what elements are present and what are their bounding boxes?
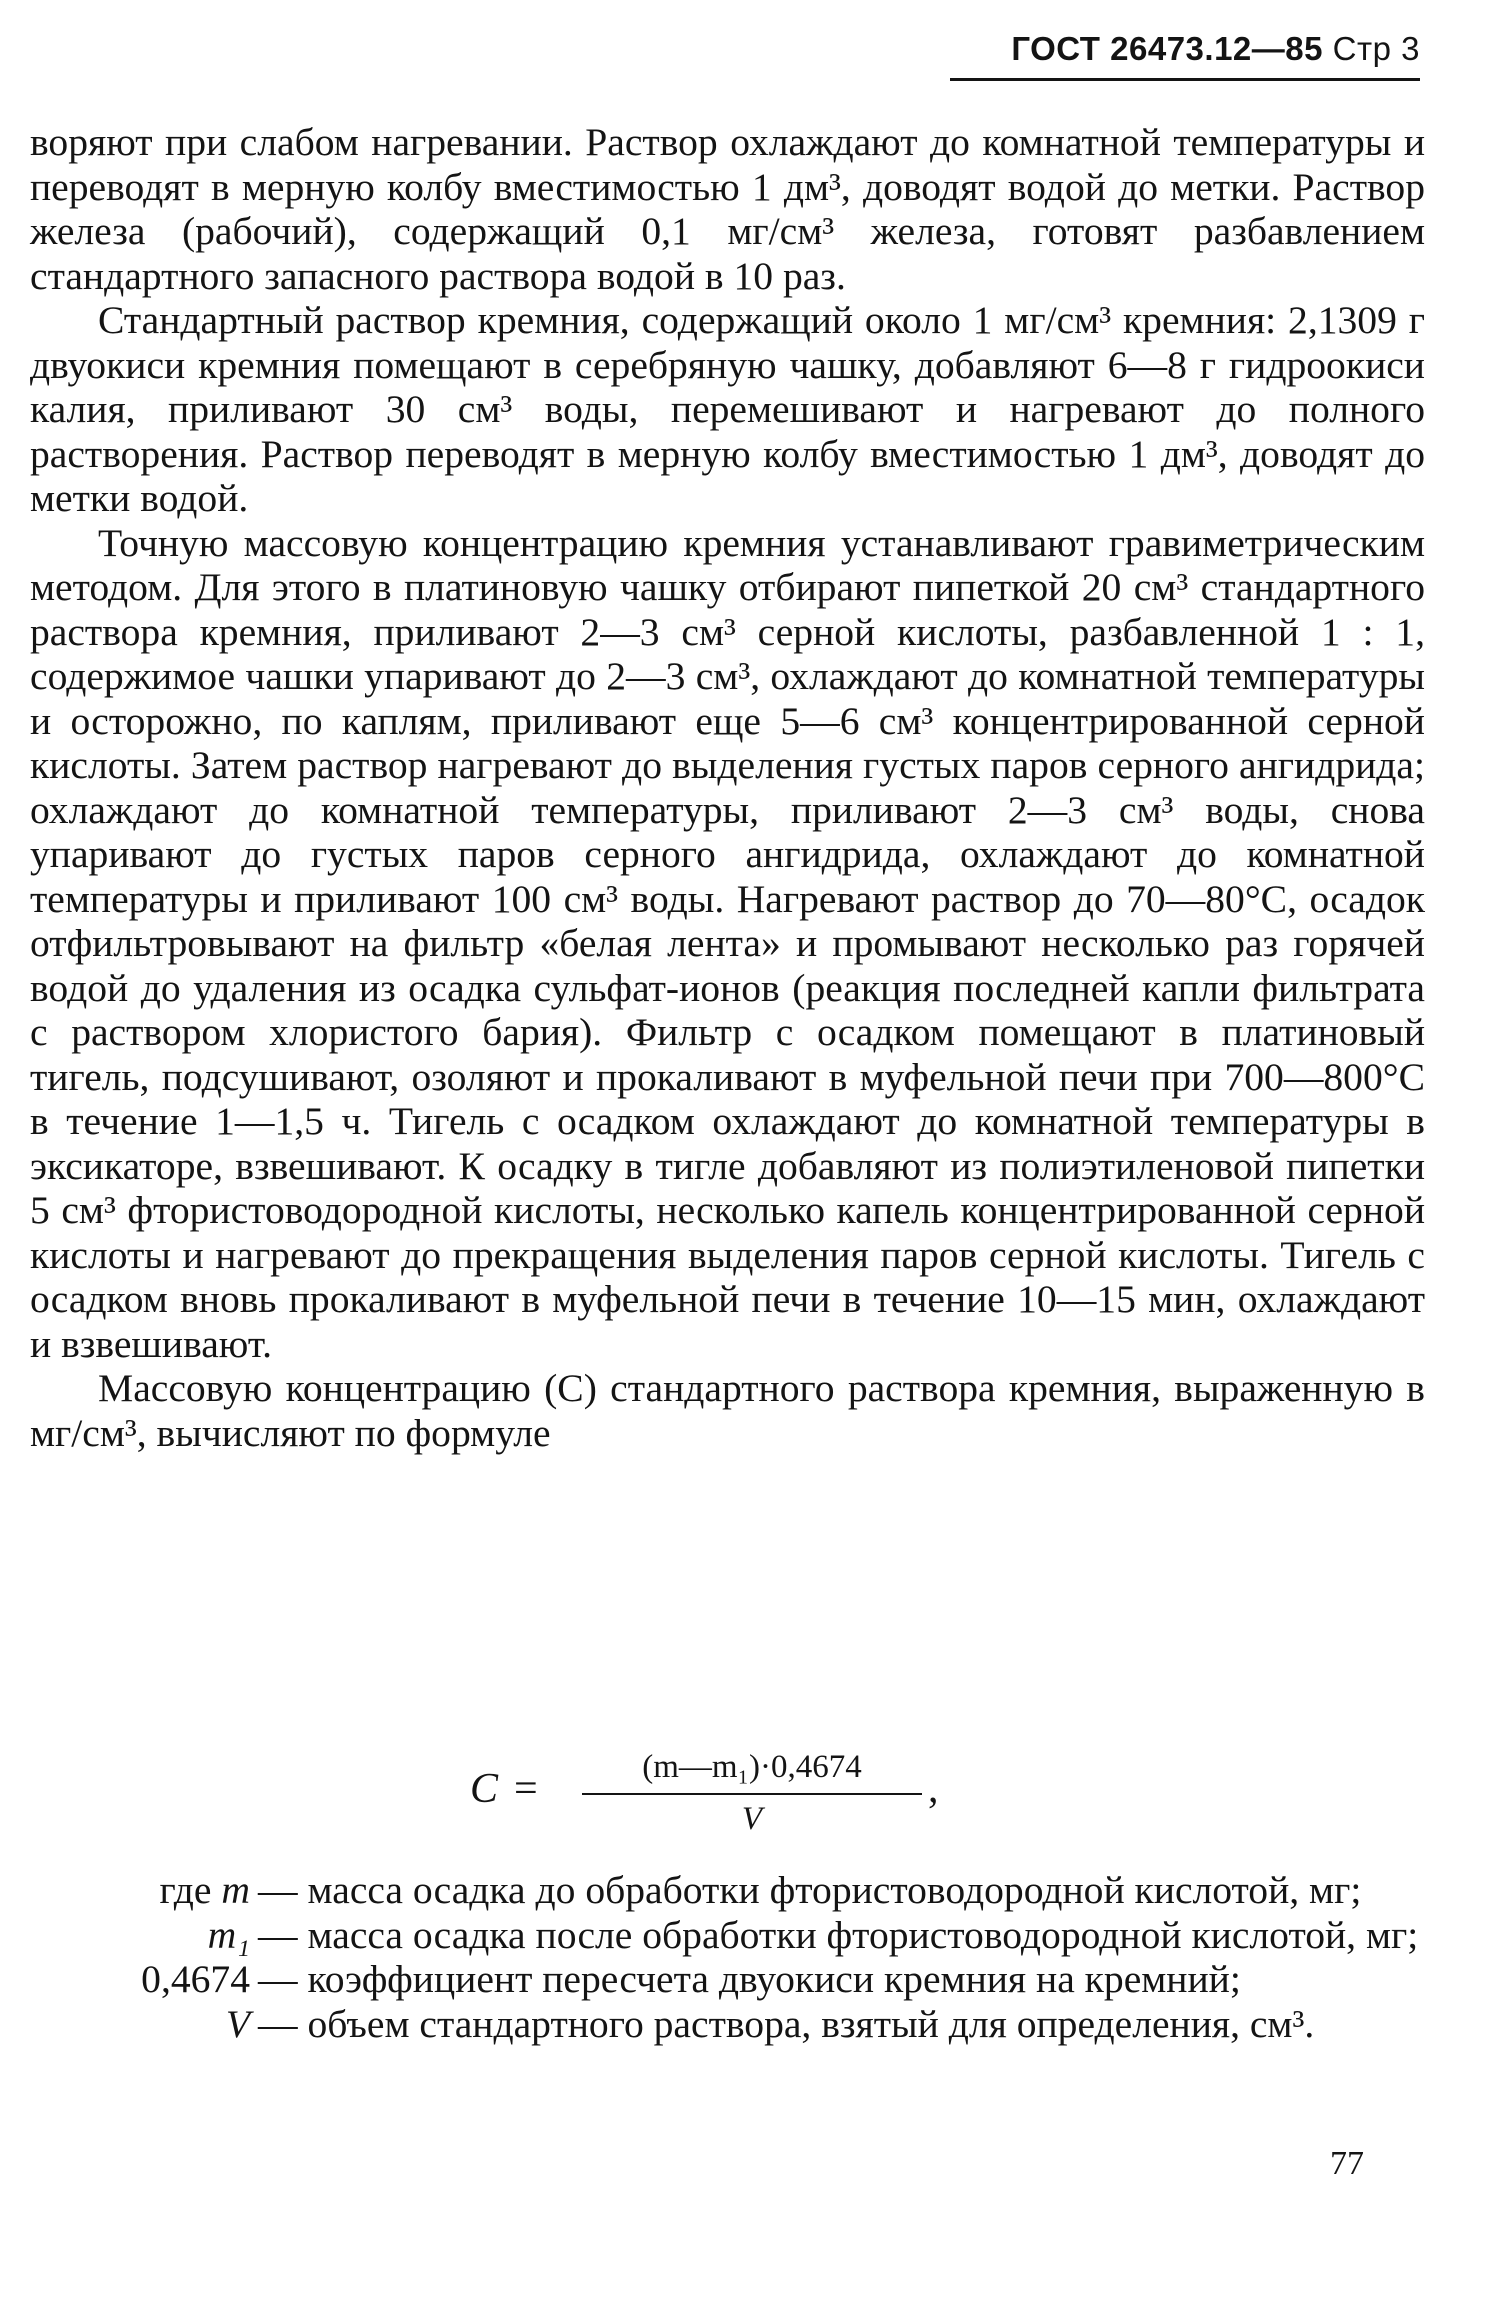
definition-row: [30, 1913, 1425, 1958]
definition-text: — объем стандартного раствора, взятый для определения, см³.: [258, 2001, 1315, 2046]
header-text: [1011, 30, 1420, 68]
variable-definitions: [30, 1868, 1425, 2046]
paragraph-formula-intro: Массовую концентрацию (С) стандартного раствора кремния, выраженную в мг/см³, вычисляют по формуле: [30, 1366, 1425, 1455]
definition-text: — коэффициент пересчета двуокиси кремния на кремний;: [258, 1957, 1241, 2001]
definition-symbol: V: [225, 2001, 250, 2046]
definition-lead: [30, 1957, 258, 2002]
header-rule: [950, 78, 1420, 81]
standard-number: ГОСТ 26473.12—85: [1011, 30, 1323, 67]
page-header: [950, 26, 1420, 86]
page-label: Стр: [1332, 30, 1392, 67]
definition-lead: [30, 2002, 258, 2047]
definition-lead: [30, 1913, 258, 1958]
formula-comma: ,: [928, 1766, 939, 1812]
definition-lead: [30, 1868, 258, 1913]
definition-symbol: m: [221, 1868, 250, 1912]
paragraph-silicon-solution: Стандартный раствор кремния, содержащий около 1 мг/см³ кремния: 2,1309 г двуокиси кремния помещают в серебряную чашку, добавляют 6—8 г гидроокиси калия, приливают 30 см³ воды, перемешивают и нагревают до полного растворения. Раствор переводят в мерную колбу вместимостью 1 дм³, доводят до метки водой.: [30, 298, 1425, 520]
concentration-formula: [470, 1749, 970, 1859]
paragraph-gravimetric-method: Точную массовую концентрацию кремния устанавливают гравиметрическим методом. Для этого в платиновую чашку отбирают пипеткой 20 см³ стандартного раствора кремния, приливают 2—3 см³ серной кислоты, разбавленной 1 : 1, содержимое чашки упаривают до 2—3 см³, охлаждают до комнатной температуры и осторожно, по каплям, приливают еще 5—6 см³ концентрированной серной кислоты. Затем раствор нагревают до выделения густых паров серного ангидрида; охлаждают до комнатной температуры, приливают 2—3 см³ воды, снова упаривают до густых паров серного ангидрида, охлаждают до комнатной температуры и приливают 100 см³ воды. Нагревают раствор до 70—80°С, осадок отфильтровывают на фильтр «белая лента» и промывают несколько раз горячей водой до удаления из осадка сульфат-ионов (реакция последней капли фильтрата с раствором хлористого бария). Фильтр с осадком помещают в платиновый тигель, подсушивают, озоляют и прокаливают в муфельной печи при 700—800°С в течение 1—1,5 ч. Тигель с осадком охлаждают до комнатной температуры в эксикаторе, взвешивают. К осадку в тигле добавляют из полиэтиленовой пипетки 5 см³ фтористоводородной кислоты, несколько капель концентрированной серной кислоты и нагревают до прекращения выделения паров серной кислоты. Тигель с осадком вновь прокаливают в муфельной печи в течение 10—15 мин, охлаждают и взвешивают.: [30, 520, 1425, 1366]
definition-symbol: 0,4674: [141, 1957, 250, 2001]
formula-equals: =: [514, 1766, 538, 1812]
definition-text: — масса осадка до обработки фтористоводородной кислотой, мг;: [258, 1868, 1362, 1912]
fraction-bar: [582, 1793, 922, 1795]
formula-numerator: (m—m₁)·0,4674: [642, 1749, 862, 1785]
definition-where: где: [159, 1868, 212, 1912]
definition-row: [30, 1868, 1425, 1913]
formula-lhs: C: [470, 1766, 499, 1812]
page-number: 77: [1330, 2145, 1364, 2182]
body-text: [30, 120, 1425, 1455]
header-page-number: 3: [1401, 30, 1420, 67]
definition-text: — масса осадка после обработки фтористоводородной кислотой, мг;: [258, 1912, 1419, 1957]
paragraph-continuation: воряют при слабом нагревании. Раствор охлаждают до комнатной температуры и переводят в мерную колбу вместимостью 1 дм³, доводят водой до метки. Раствор железа (рабочий), содержащий 0,1 мг/см³ железа, готовят разбавлением стандартного запасного раствора водой в 10 раз.: [30, 120, 1425, 298]
definition-row: [30, 2002, 1425, 2047]
formula-denominator: V: [741, 1801, 763, 1837]
definition-symbol: m₁: [207, 1912, 250, 1957]
definition-row: [30, 1957, 1425, 2002]
